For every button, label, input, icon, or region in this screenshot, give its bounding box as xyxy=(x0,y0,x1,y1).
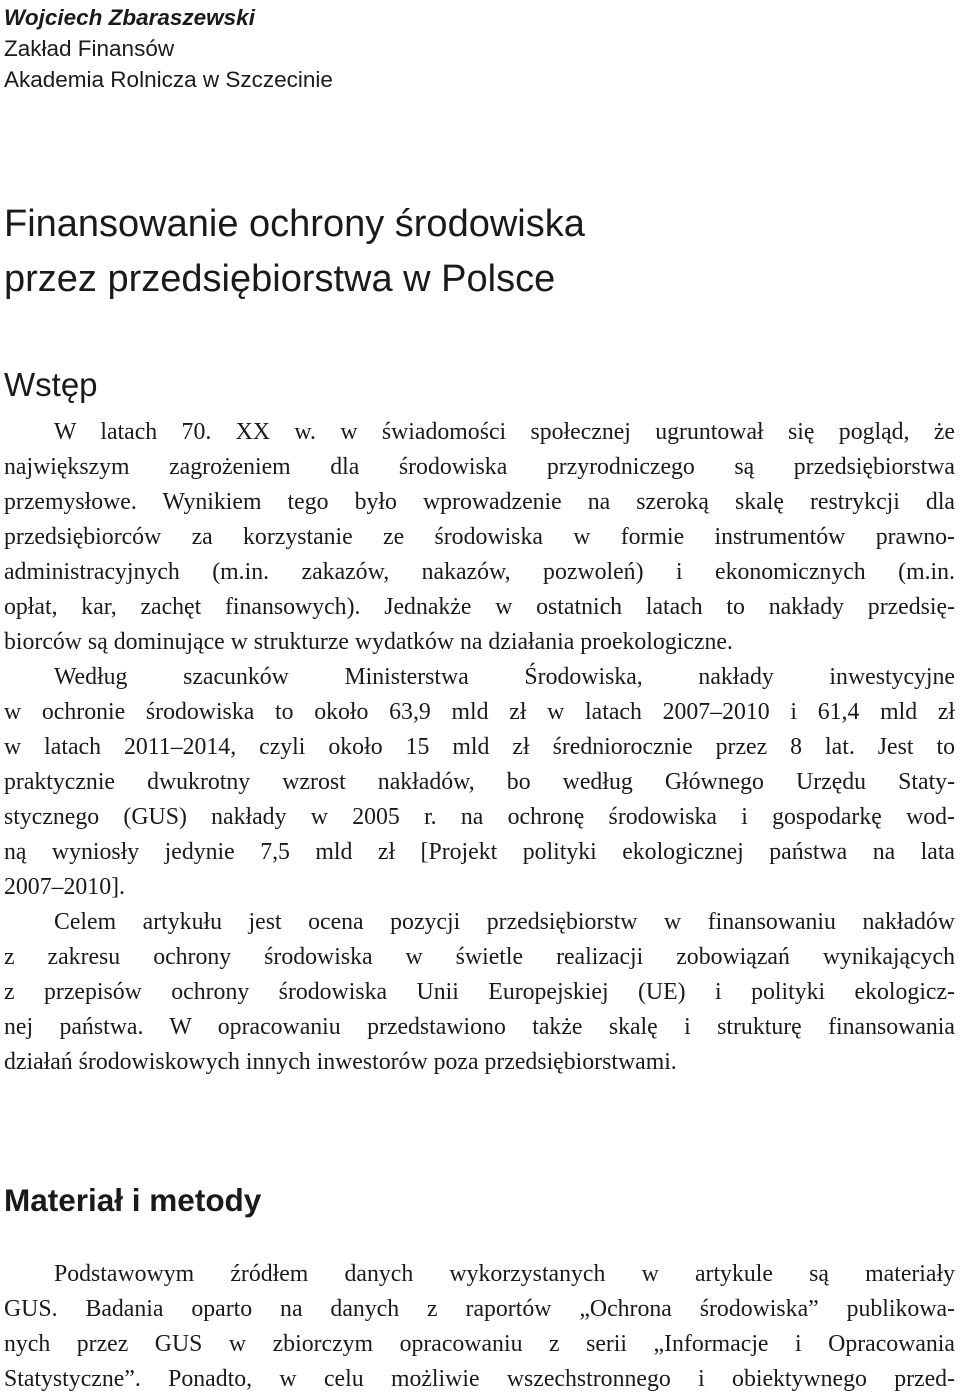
paper-title xyxy=(4,197,585,307)
intro-paragraph-2 xyxy=(4,660,955,905)
text-line: W latach 70. XX w. w świadomości społecznej ugruntował się pogląd, że xyxy=(54,419,955,445)
text-line: biorców są dominujące w strukturze wydatków na działania proekologiczne. xyxy=(4,629,733,655)
text-line: nej państwa. W opracowaniu przedstawiono także skalę i strukturę finansowania xyxy=(4,1014,955,1040)
paper-title-line-1: Finansowanie ochrony środowiska xyxy=(4,203,585,245)
methods-paragraph-1 xyxy=(4,1257,955,1397)
text-line: Celem artykułu jest ocena pozycji przedsiębiorstw w finansowaniu nakładów xyxy=(54,909,955,935)
author-name: Wojciech Zbaraszewski xyxy=(4,5,255,30)
paper-title-line-2: przez przedsiębiorstwa w Polsce xyxy=(4,258,556,300)
intro-body xyxy=(4,415,955,1080)
intro-paragraph-1 xyxy=(4,415,955,660)
methods-body xyxy=(4,1257,955,1397)
text-line: Podstawowym źródłem danych wykorzystanych w artykule są materiały xyxy=(54,1261,955,1287)
author-department: Zakład Finansów xyxy=(4,36,175,61)
text-line: GUS. Badania oparto na danych z raportów „Ochrona środowiska” publikowa- xyxy=(4,1296,955,1322)
text-line: przemysłowe. Wynikiem tego było wprowadzenie na szeroką skalę restrykcji dla xyxy=(4,489,955,515)
intro-paragraph-3 xyxy=(4,905,955,1080)
text-line: działań środowiskowych innych inwestorów poza przedsiębiorstwami. xyxy=(4,1049,677,1075)
text-line: przedsiębiorców za korzystanie ze środowiska w formie instrumentów prawno- xyxy=(4,524,955,550)
author-institution: Akademia Rolnicza w Szczecinie xyxy=(4,67,333,92)
text-line: 2007–2010]. xyxy=(4,874,125,900)
section-heading-methods: Materiał i metody xyxy=(4,1182,262,1218)
text-line: Według szacunków Ministerstwa Środowiska, nakłady inwestycyjne xyxy=(54,664,955,690)
text-line: ną wyniosły jedynie 7,5 mld zł [Projekt polityki ekologicznej państwa na lata xyxy=(4,839,955,865)
text-line: administracyjnych (m.in. zakazów, nakazów, pozwoleń) i ekonomicznych (m.in. xyxy=(4,559,955,585)
text-line: Statystyczne”. Ponadto, w celu możliwie wszechstronnego i obiektywnego przed- xyxy=(4,1366,955,1392)
text-line: opłat, kar, zachęt finansowych). Jednakże w ostatnich latach to nakłady przedsię- xyxy=(4,594,955,620)
section-heading-intro: Wstęp xyxy=(4,366,98,403)
text-line: z zakresu ochrony środowiska w świetle realizacji zobowiązań wynikających xyxy=(4,944,955,970)
text-line: w ochronie środowiska to około 63,9 mld zł w latach 2007–2010 i 61,4 mld zł xyxy=(4,699,955,725)
text-line: stycznego (GUS) nakłady w 2005 r. na ochronę środowiska i gospodarkę wod- xyxy=(4,804,955,830)
text-line: największym zagrożeniem dla środowiska przyrodniczego są przedsiębiorstwa xyxy=(4,454,955,480)
text-line: w latach 2011–2014, czyli około 15 mld zł średniorocznie przez 8 lat. Jest to xyxy=(4,734,955,760)
text-line: nych przez GUS w zbiorczym opracowaniu z serii „Informacje i Opracowania xyxy=(4,1331,955,1357)
author-block xyxy=(4,2,333,95)
text-line: praktycznie dwukrotny wzrost nakładów, bo według Głównego Urzędu Staty- xyxy=(4,769,955,795)
text-line: z przepisów ochrony środowiska Unii Europejskiej (UE) i polityki ekologicz- xyxy=(4,979,955,1005)
